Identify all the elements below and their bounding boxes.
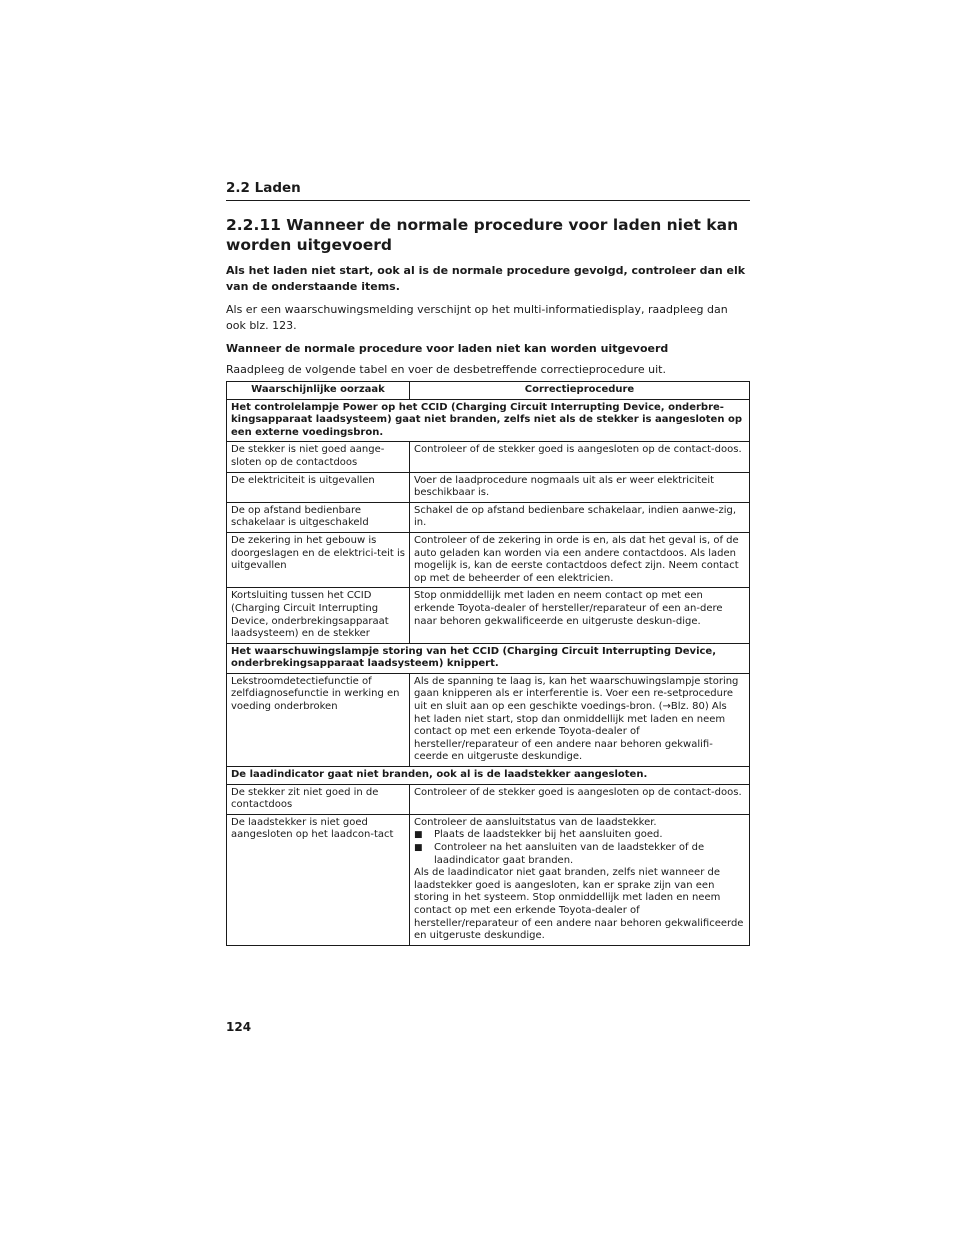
group-row [227,399,750,442]
table-row [227,502,750,532]
table-row [227,784,750,814]
group-title: Het waarschuwingslampje storing van het CCID (Charging Circuit Interrupting Device, onderbrekingsapparaat laadsysteem) knippert. [227,643,750,673]
note-text: Als er een waarschuwingsmelding verschijnt op het multi-informatiedisplay, raadpleeg dan ook blz. 123. [226,303,728,332]
cause-cell: De elektriciteit is uitgevallen [227,472,410,502]
subheading: Wanneer de normale procedure voor laden niet kan worden uitgevoerd [226,342,669,355]
procedure-cell: Controleer of de stekker goed is aangesloten op de contact-doos. [410,784,750,814]
bullet-item [414,842,745,867]
bullet-text: Controleer na het aansluiten van de laadstekker of de laadindicator gaat branden. [434,842,705,866]
square-bullet-icon: ■ [414,843,423,853]
procedure-cell: Als de spanning te laag is, kan het waarschuwingslampje storing gaan knipperen als er interferentie is. Voer een re-setprocedure uit en sluit aan op een geschikte voedings-bron. (→Blz. 80) Als het laden niet start, stop dan onmiddellijk met laden en neem contact op met een erkende Toyota-dealer of hersteller/reparateur of een andere naar behoren gekwalifi-ceerde en uitgeruste deskundige. [410,673,750,766]
procedure-cell [410,814,750,945]
table-header-row [227,382,750,400]
cause-cell: De laadstekker is niet goed aangesloten op het laadcon-tact [227,814,410,945]
table-row [227,532,750,587]
procedure-cell: Controleer of de zekering in orde is en, als dat het geval is, of de auto geladen kan worden via een andere contactdoos. Als laden mogelijk is, kan de eerste contactdoos defect zijn. Neem contact op met de beheerder of een elektricien. [410,532,750,587]
square-bullet-icon: ■ [414,830,423,841]
bullet-item [414,829,745,842]
header-cause: Waarschijnlijke oorzaak [227,382,410,400]
group-title: De laadindicator gaat niet branden, ook al is de laadstekker aangesloten. [227,767,750,785]
table-intro: Raadpleeg de volgende tabel en voer de desbetreffende correctieprocedure uit. [226,363,666,376]
group-title: Het controlelampje Power op het CCID (Charging Circuit Interrupting Device, onderbre-kingsapparaat laadsysteem) gaat niet branden, zelfs niet als de stekker is aangesloten op een externe voedingsbron. [227,399,750,442]
section-header: 2.2 Laden [226,180,750,201]
intro-text: Als het laden niet start, ook al is de normale procedure gevolgd, controleer dan elk van de onderstaande items. [226,264,746,293]
table-row [227,673,750,766]
procedure-cell: Schakel de op afstand bedienbare schakelaar, indien aanwe-zig, in. [410,502,750,532]
cause-cell: De op afstand bedienbare schakelaar is uitgeschakeld [227,502,410,532]
cause-cell: De zekering in het gebouw is doorgeslagen en de elektrici-teit is uitgevallen [227,532,410,587]
procedure-cell: Controleer of de stekker goed is aangesloten op de contact-doos. [410,442,750,472]
table-row [227,442,750,472]
bullet-text: Plaats de laadstekker bij het aansluiten goed. [434,829,663,841]
procedure-cell: Voer de laadprocedure nogmaals uit als er weer elektriciteit beschikbaar is. [410,472,750,502]
table-row [227,588,750,643]
table-row [227,814,750,945]
procedure-outro: Als de laadindicator niet gaat branden, zelfs niet wanneer de laadstekker goed is aangesloten, kan er sprake zijn van een storing in het systeem. Stop onmiddellijk met laden en neem contact op met een erkende Toyota-dealer of hersteller/reparateur of een andere naar behoren gekwalificeerde en uitgeruste deskundige. [414,867,744,942]
header-procedure: Correctieprocedure [410,382,750,400]
cause-cell: De stekker zit niet goed in de contactdoos [227,784,410,814]
cause-cell: Kortsluiting tussen het CCID (Charging Circuit Interrupting Device, onderbrekingsapparaat laadsysteem) en de stekker [227,588,410,643]
cause-cell: Lekstroomdetectiefunctie of zelfdiagnosefunctie in werking en voeding onderbroken [227,673,410,766]
page-number: 124 [226,1020,252,1034]
procedure-intro: Controleer de aansluitstatus van de laadstekker. [414,816,657,828]
procedure-cell: Stop onmiddellijk met laden en neem contact op met een erkende Toyota-dealer of hersteller/reparateur of een an-dere naar behoren gekwalificeerde en uitgeruste deskun-dige. [410,588,750,643]
page-content [226,180,750,946]
cause-cell: De stekker is niet goed aange-sloten op de contactdoos [227,442,410,472]
chapter-title: 2.2.11 Wanneer de normale procedure voor laden niet kan worden uitgevoerd [226,216,739,254]
group-row [227,643,750,673]
table-row [227,472,750,502]
group-row [227,767,750,785]
correction-table [226,381,750,946]
